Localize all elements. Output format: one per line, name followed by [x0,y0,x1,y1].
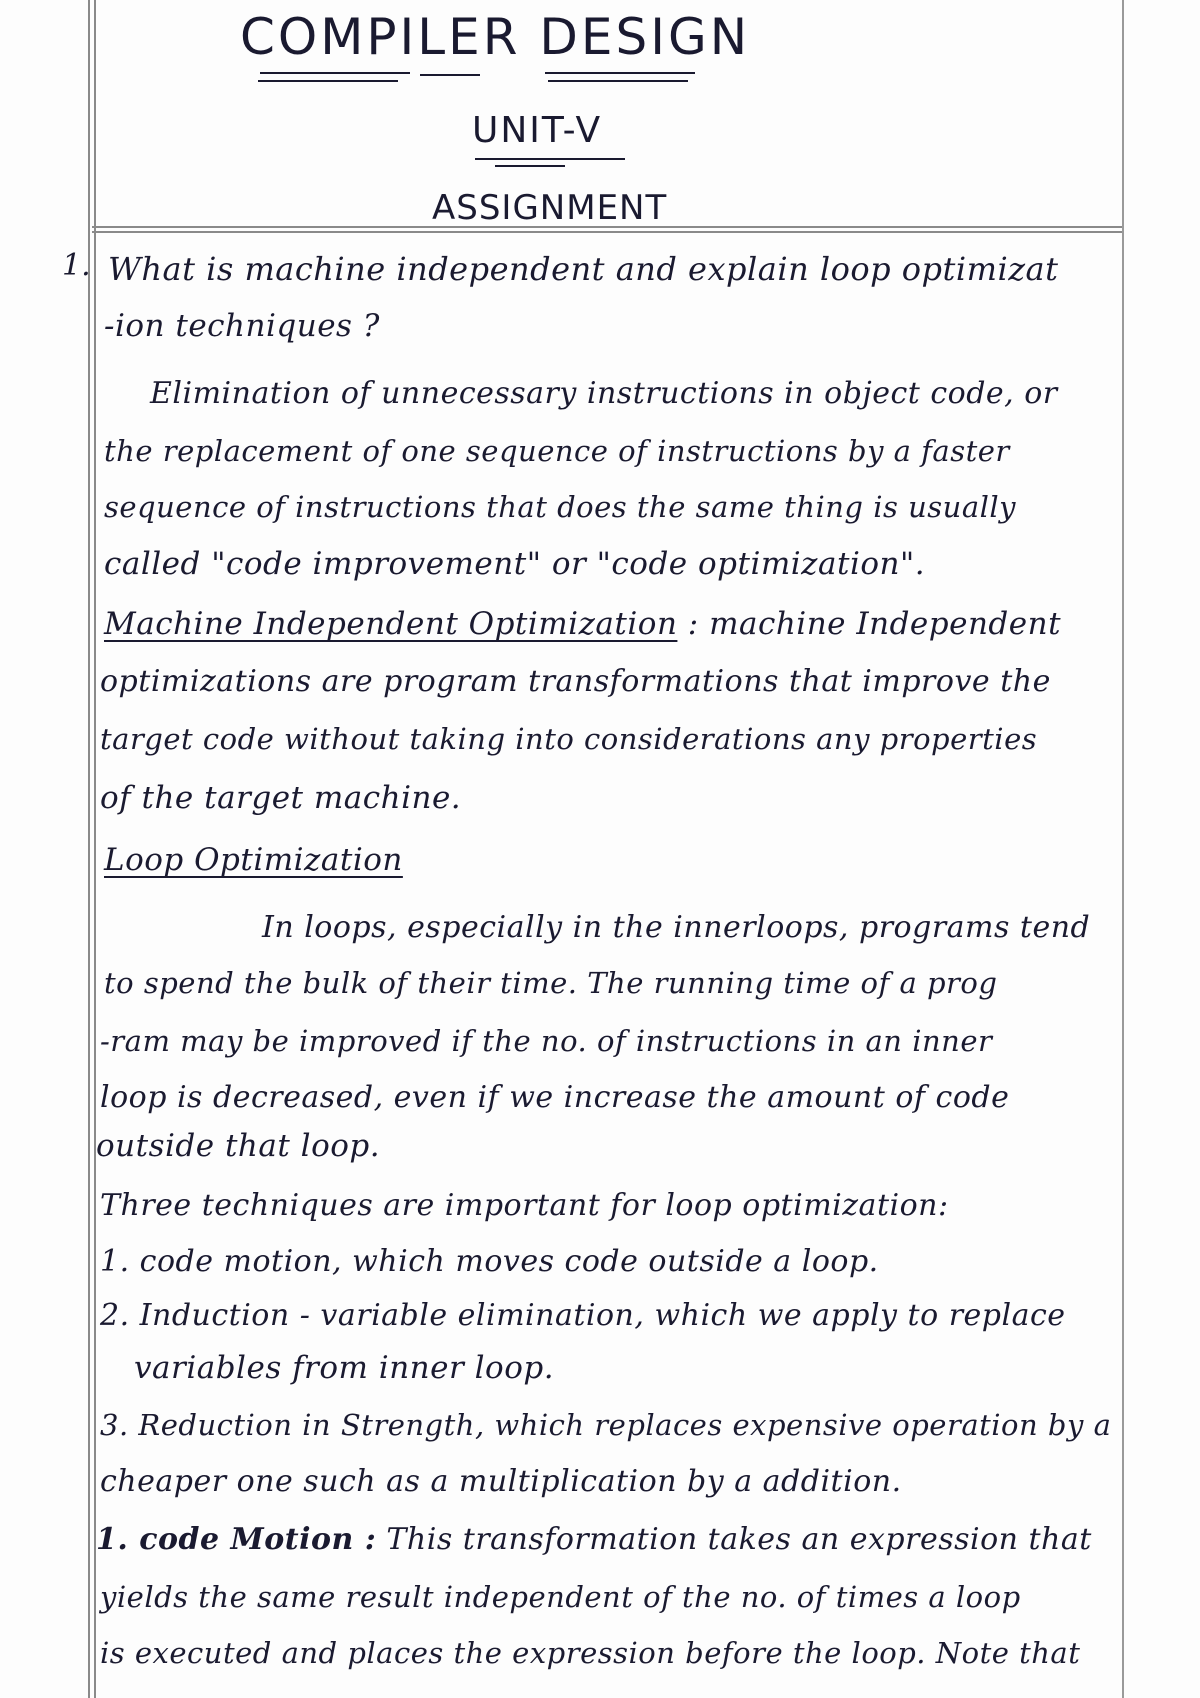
right-margin-line [1122,0,1124,1698]
mio-heading: Machine Independent Optimization [104,606,678,642]
assignment-heading: ASSIGNMENT [432,188,668,228]
intro-line-1: Elimination of unnecessary instructions in object code, or [150,376,1058,411]
code-motion-label: 1. code Motion : [96,1522,377,1557]
code-motion-line-3: is executed and places the expression before the loop. Note that [100,1636,1081,1670]
question-line-2: -ion techniques ? [104,308,380,344]
technique-item-3: 3. Reduction in Strength, which replaces expensive operation by a [100,1408,1112,1442]
loop-heading: Loop Optimization [104,842,403,878]
mio-line-2: optimizations are program transformations that improve the [100,664,1051,699]
question-line-1: What is machine independent and explain loop optimizat [108,250,1059,288]
page-title: COMPILER DESIGN [240,8,751,66]
title-underline-1 [260,72,410,74]
technique-item-3-cont: cheaper one such as a multiplication by a addition. [100,1464,902,1499]
loop-line-2: to spend the bulk of their time. The running time of a prog [104,966,998,1000]
unit-underline-2 [495,165,565,167]
loop-line-3: -ram may be improved if the no. of instructions in an inner [100,1024,993,1058]
intro-line-2: the replacement of one sequence of instructions by a faster [104,434,1010,468]
technique-item-1: 1. code motion, which moves code outside a loop. [100,1244,879,1279]
technique-item-2: 2. Induction - variable elimination, which we apply to replace [100,1298,1066,1333]
technique-item-2-cont: variables from inner loop. [134,1350,555,1386]
left-margin-line-inner [94,0,96,1698]
unit-heading: UNIT-V [472,110,603,151]
code-motion-line-1 [96,1522,1092,1557]
mio-line-3: target code without taking into considerations any properties [100,722,1038,756]
code-motion-line-2: yields the same result independent of the no. of times a loop [100,1580,1021,1614]
title-underline-2 [420,74,480,76]
question-number: 1. [62,248,91,283]
mio-separator: : [677,606,710,642]
techniques-intro: Three techniques are important for loop optimization: [100,1188,949,1223]
unit-underline [475,158,625,160]
header-separator-2 [92,231,1122,233]
loop-line-5: outside that loop. [96,1128,381,1164]
intro-line-4: called "code improvement" or "code optimization". [104,546,926,582]
mio-line-1-rest: machine Independent [709,606,1062,642]
code-motion-line-1-rest: This transformation takes an expression that [386,1522,1092,1557]
intro-line-3: sequence of instructions that does the same thing is usually [104,490,1017,524]
mio-line-1 [104,606,1061,642]
mio-line-4: of the target machine. [100,780,462,816]
title-underline-3 [545,72,695,74]
title-underline-5 [548,80,688,82]
loop-line-4: loop is decreased, even if we increase the amount of code [100,1080,1010,1115]
title-underline-4 [258,80,398,82]
loop-line-1: In loops, especially in the innerloops, programs tend [262,910,1091,945]
